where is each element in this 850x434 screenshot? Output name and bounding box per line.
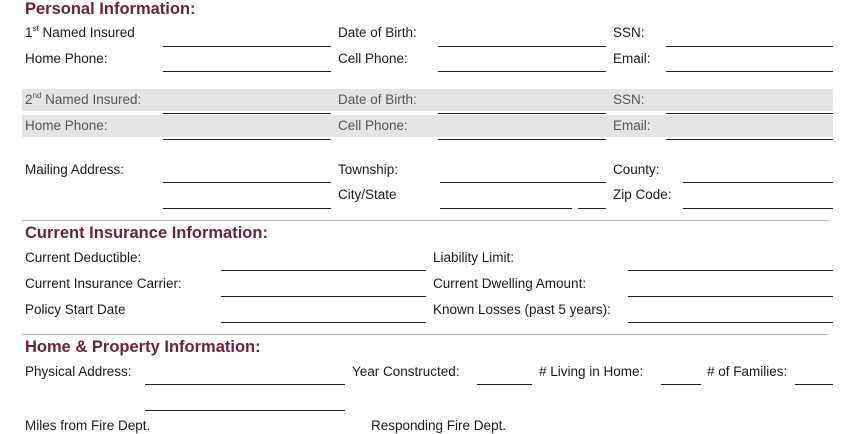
number-of-families-label: # of Families:: [707, 364, 788, 379]
email-label-2: Email:: [613, 118, 651, 133]
city-state-label: City/State: [338, 187, 397, 202]
year-constructed-label: Year Constructed:: [352, 364, 460, 379]
home-phone-label-1: Home Phone:: [25, 51, 108, 66]
section-title-home: Home & Property Information:: [25, 338, 261, 356]
dob-field-2[interactable]: [438, 95, 606, 114]
section-divider-2: [22, 334, 828, 335]
physical-address-label: Physical Address:: [25, 364, 132, 379]
known-losses-label: Known Losses (past 5 years):: [433, 302, 611, 317]
section-title-personal: Personal Information:: [25, 0, 196, 18]
zip-code-label: Zip Code:: [613, 187, 672, 202]
mailing-address-field-2[interactable]: [163, 190, 331, 209]
section-title-insurance: Current Insurance Information:: [25, 224, 268, 242]
county-label: County:: [613, 162, 660, 177]
city-field[interactable]: [440, 190, 572, 209]
email-label-1: Email:: [613, 51, 651, 66]
first-named-insured-label: 1st Named Insured: [25, 23, 135, 40]
township-field[interactable]: [440, 164, 606, 183]
liability-limit-field[interactable]: [628, 252, 833, 271]
zip-code-field[interactable]: [683, 190, 833, 209]
ssn-field-1[interactable]: [666, 28, 833, 47]
physical-address-field-2[interactable]: [145, 392, 345, 411]
cell-phone-field-2[interactable]: [438, 121, 606, 140]
dwelling-amount-label: Current Dwelling Amount:: [433, 276, 587, 291]
year-constructed-field[interactable]: [477, 366, 532, 385]
number-of-families-field[interactable]: [795, 366, 833, 385]
township-label: Township:: [338, 162, 399, 177]
dob-label-2: Date of Birth:: [338, 92, 417, 107]
living-in-home-label: # Living in Home:: [539, 364, 644, 379]
physical-address-field-1[interactable]: [145, 366, 345, 385]
miles-fire-dept-label: Miles from Fire Dept.: [25, 418, 151, 433]
second-named-insured-label: 2nd Named Insured:: [25, 90, 142, 107]
email-field-1[interactable]: [666, 53, 833, 72]
county-field[interactable]: [683, 164, 833, 183]
ssn-label-1: SSN:: [613, 25, 645, 40]
ssn-field-2[interactable]: [666, 95, 833, 114]
dob-label-1: Date of Birth:: [338, 25, 417, 40]
cell-phone-label-2: Cell Phone:: [338, 118, 408, 133]
policy-start-date-label: Policy Start Date: [25, 302, 126, 317]
dwelling-amount-field[interactable]: [628, 278, 833, 297]
liability-limit-label: Liability Limit:: [433, 250, 515, 265]
state-field[interactable]: [578, 190, 606, 209]
living-in-home-field[interactable]: [661, 366, 701, 385]
policy-start-date-field[interactable]: [221, 304, 426, 323]
home-phone-field-2[interactable]: [163, 121, 331, 140]
responding-fire-dept-label: Responding Fire Dept.: [371, 418, 507, 433]
home-phone-label-2: Home Phone:: [25, 118, 108, 133]
known-losses-field[interactable]: [628, 304, 833, 323]
mailing-address-field-1[interactable]: [163, 164, 331, 183]
section-divider-1: [22, 220, 828, 221]
first-named-insured-field[interactable]: [163, 28, 331, 47]
email-field-2[interactable]: [666, 121, 833, 140]
insurance-carrier-label: Current Insurance Carrier:: [25, 276, 182, 291]
ssn-label-2: SSN:: [613, 92, 645, 107]
current-deductible-field[interactable]: [221, 252, 426, 271]
current-deductible-label: Current Deductible:: [25, 250, 142, 265]
mailing-address-label: Mailing Address:: [25, 162, 125, 177]
cell-phone-field-1[interactable]: [438, 53, 606, 72]
dob-field-1[interactable]: [438, 28, 606, 47]
home-phone-field-1[interactable]: [163, 53, 331, 72]
cell-phone-label-1: Cell Phone:: [338, 51, 408, 66]
insurance-carrier-field[interactable]: [221, 278, 426, 297]
second-named-insured-field[interactable]: [163, 95, 331, 114]
